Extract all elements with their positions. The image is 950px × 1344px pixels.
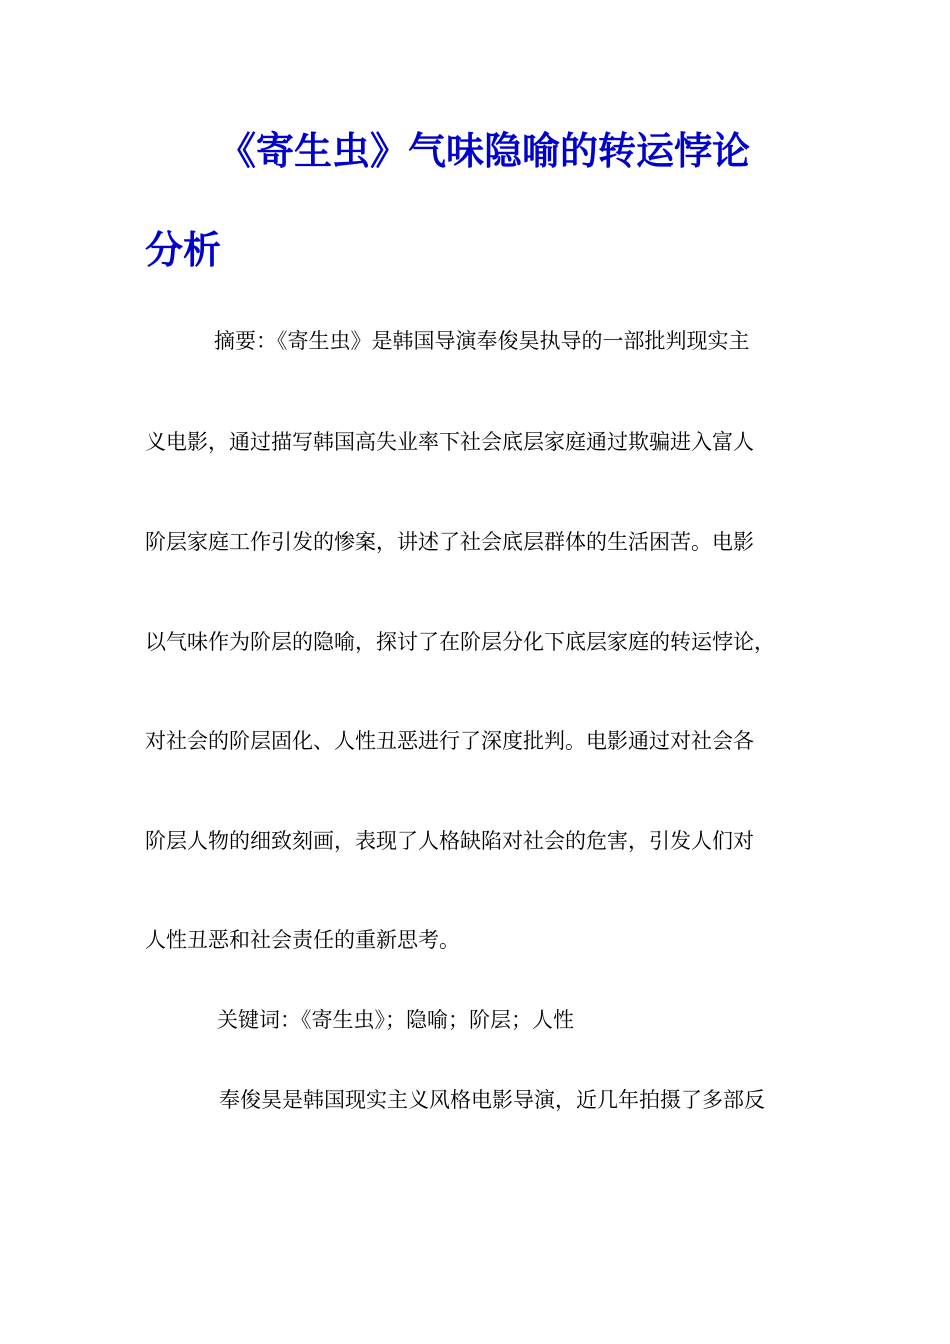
abstract-line-4: 以气味作为阶层的隐喻，探讨了在阶层分化下底层家庭的转运悖论， xyxy=(145,630,775,654)
body-line-1: 奉俊昊是韩国现实主义风格电影导演，近几年拍摄了多部反 xyxy=(219,1088,765,1112)
keywords-line: 关键词：《寄生虫》；隐喻；阶层；人性 xyxy=(217,1008,574,1032)
abstract-line-7: 人性丑恶和社会责任的重新思考。 xyxy=(145,928,460,952)
abstract-line-2: 义电影，通过描写韩国高失业率下社会底层家庭通过欺骗进入富人 xyxy=(145,430,754,454)
abstract-line-5: 对社会的阶层固化、人性丑恶进行了深度批判。电影通过对社会各 xyxy=(145,729,754,753)
document-title-line-1: 《寄生虫》气味隐喻的转运悖论 xyxy=(218,129,751,173)
abstract-line-3: 阶层家庭工作引发的惨案，讲述了社会底层群体的生活困苦。电影 xyxy=(145,530,754,554)
abstract-line-1: 摘要：《寄生虫》是韩国导演奉俊昊执导的一部批判现实主 xyxy=(214,329,750,353)
document-title-line-2: 分析 xyxy=(145,228,222,272)
abstract-line-6: 阶层人物的细致刻画，表现了人格缺陷对社会的危害，引发人们对 xyxy=(145,829,754,853)
